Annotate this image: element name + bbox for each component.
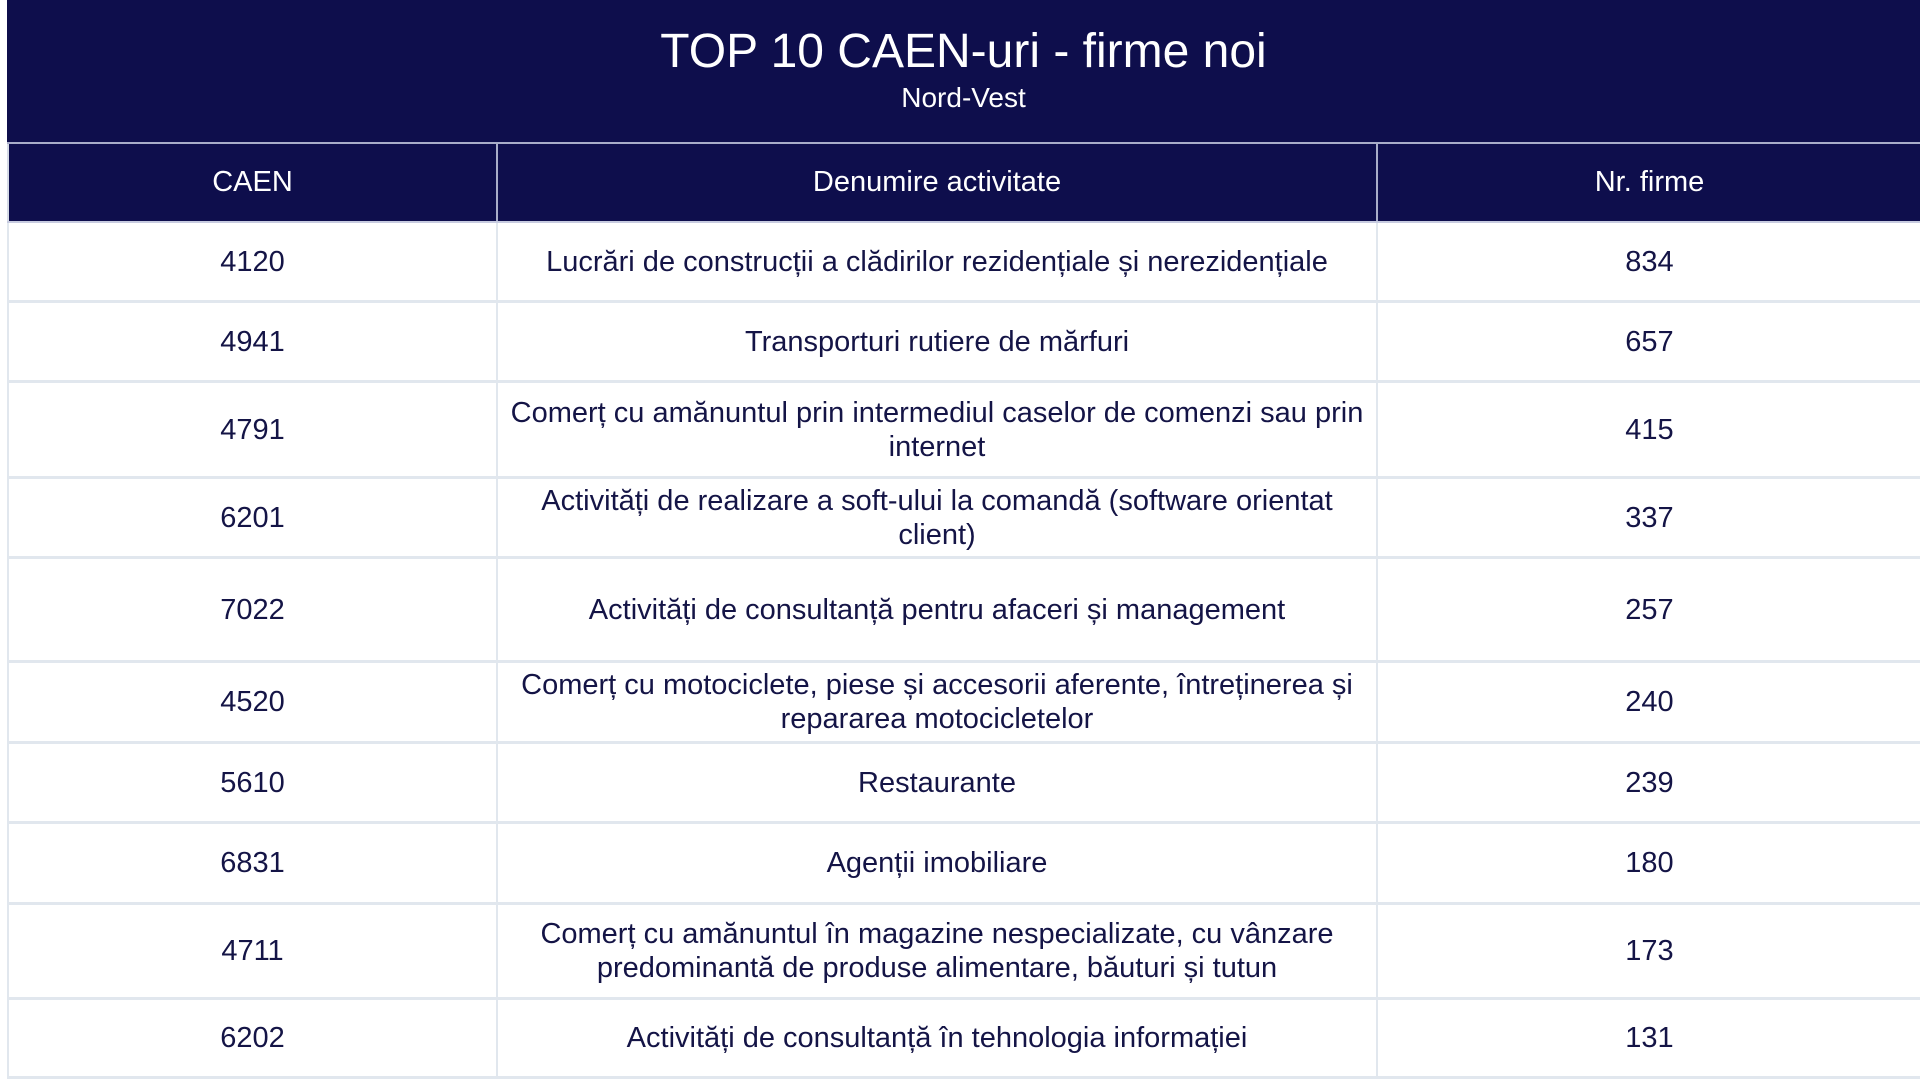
caen-code: 4120 [8, 222, 497, 302]
company-count: 173 [1377, 904, 1920, 999]
column-header-activity: Denumire activitate [497, 143, 1377, 222]
activity-name: Comerț cu amănuntul prin intermediul caselor de comenzi sau prin internet [497, 382, 1377, 478]
table-row [8, 904, 1920, 999]
table-row [8, 222, 1920, 302]
column-header-caen: CAEN [8, 143, 497, 222]
company-count: 337 [1377, 478, 1920, 558]
table-row [8, 823, 1920, 904]
activity-name: Lucrări de construcții a clădirilor rezidențiale și nerezidențiale [497, 222, 1377, 302]
caen-code: 6831 [8, 823, 497, 904]
table-row [8, 382, 1920, 478]
caen-code: 4941 [8, 302, 497, 382]
table-row [8, 662, 1920, 743]
table-row [8, 558, 1920, 662]
caen-code: 4520 [8, 662, 497, 743]
table-body [8, 222, 1920, 1078]
company-count: 239 [1377, 743, 1920, 823]
table-row [8, 743, 1920, 823]
table-row [8, 999, 1920, 1078]
caen-table [7, 142, 1920, 1079]
report-page [7, 0, 1920, 1080]
activity-name: Activități de consultanță pentru afaceri și management [497, 558, 1377, 662]
company-count: 834 [1377, 222, 1920, 302]
table-header [8, 143, 1920, 222]
table-row [8, 302, 1920, 382]
header-row [8, 143, 1920, 222]
region-subtitle: Nord-Vest [901, 82, 1026, 113]
company-count: 180 [1377, 823, 1920, 904]
caen-code: 6202 [8, 999, 497, 1078]
caen-code: 5610 [8, 743, 497, 823]
activity-name: Agenții imobiliare [497, 823, 1377, 904]
page-title: TOP 10 CAEN-uri - firme noi [660, 25, 1267, 78]
caen-code: 6201 [8, 478, 497, 558]
title-bar [7, 0, 1920, 142]
activity-name: Activități de consultanță în tehnologia informației [497, 999, 1377, 1078]
company-count: 240 [1377, 662, 1920, 743]
company-count: 131 [1377, 999, 1920, 1078]
caen-code: 7022 [8, 558, 497, 662]
activity-name: Restaurante [497, 743, 1377, 823]
company-count: 257 [1377, 558, 1920, 662]
activity-name: Comerț cu motociclete, piese și accesorii aferente, întreținerea și repararea motocicletelor [497, 662, 1377, 743]
company-count: 415 [1377, 382, 1920, 478]
company-count: 657 [1377, 302, 1920, 382]
column-header-count: Nr. firme [1377, 143, 1920, 222]
caen-code: 4711 [8, 904, 497, 999]
activity-name: Comerț cu amănuntul în magazine nespecializate, cu vânzare predominantă de produse alimentare, băuturi și tutun [497, 904, 1377, 999]
activity-name: Activități de realizare a soft-ului la comandă (software orientat client) [497, 478, 1377, 558]
caen-code: 4791 [8, 382, 497, 478]
table-row [8, 478, 1920, 558]
activity-name: Transporturi rutiere de mărfuri [497, 302, 1377, 382]
